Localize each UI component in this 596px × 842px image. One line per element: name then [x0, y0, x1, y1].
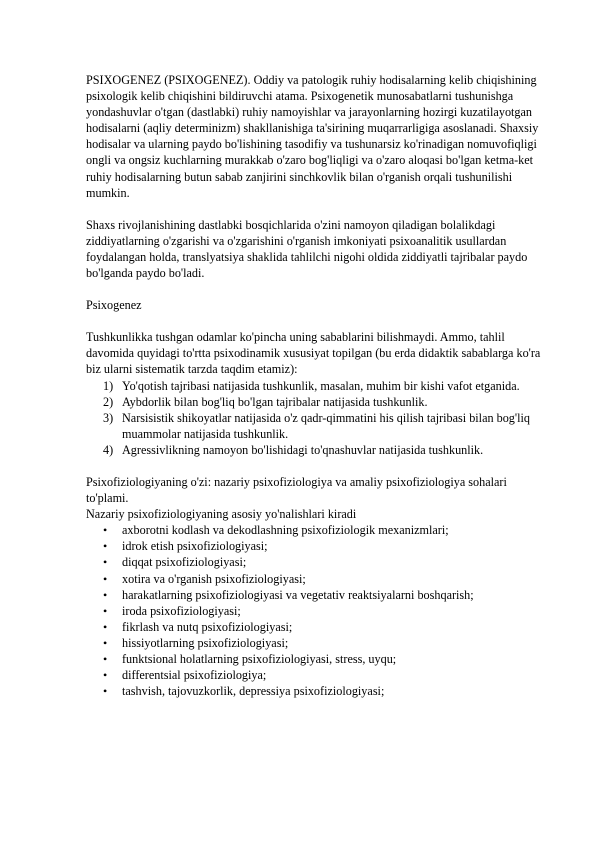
list-item	[86, 394, 552, 410]
list-item	[86, 619, 552, 635]
list-item	[86, 667, 552, 683]
bullet-list	[86, 522, 552, 699]
paragraph-gap	[86, 201, 552, 217]
list-item-text: Narsisistik shikoyatlar natijasida o'z qadr-qimmatini his qilish tajribasi bilan bog'liq muammolar natijasida tushkunlik.	[122, 410, 530, 441]
list-item-text: axborotni kodlash va dekodlashning psixofiziologik mexanizmlari;	[122, 523, 449, 538]
list-item-text: iroda psixofiziologiyasi;	[122, 603, 241, 618]
bullet-icon: •	[103, 684, 108, 699]
list-item-text: idrok etish psixofiziologiyasi;	[122, 539, 268, 554]
bullet-icon: •	[103, 587, 108, 602]
list-item-text: fikrlash va nutq psixofiziologiyasi;	[122, 619, 293, 634]
bullet-icon: •	[103, 523, 108, 538]
list-number: 2)	[103, 394, 114, 409]
list-item-text: Yo'qotish tajribasi natijasida tushkunlik, masalan, muhim bir kishi vafot etganida.	[122, 378, 520, 393]
list-item-text: Agressivlikning namoyon bo'lishidagi to'qnashuvlar natijasida tushkunlik.	[122, 442, 484, 457]
list-item	[86, 410, 552, 442]
list-item-text: differentsial psixofiziologiya;	[122, 668, 267, 683]
list-item	[86, 587, 552, 603]
list-item	[86, 683, 552, 699]
list-number: 3)	[103, 410, 114, 425]
bullet-icon: •	[103, 539, 108, 554]
bullet-icon: •	[103, 571, 108, 586]
numbered-list	[86, 378, 552, 458]
list-item-text: tashvish, tajovuzkorlik, depressiya psixofiziologiyasi;	[122, 684, 385, 699]
list-item-text: xotira va o'rganish psixofiziologiyasi;	[122, 571, 306, 586]
list-item-text: Aybdorlik bilan bog'liq bo'lgan tajribalar natijasida tushkunlik.	[122, 394, 428, 409]
bullet-icon: •	[103, 603, 108, 618]
list-number: 1)	[103, 378, 114, 393]
paragraph-gap	[86, 458, 552, 474]
bullet-icon: •	[103, 555, 108, 570]
paragraph-gap	[86, 313, 552, 329]
list-item-text: diqqat psixofiziologiyasi;	[122, 555, 247, 570]
list-item	[86, 651, 552, 667]
list-item	[86, 442, 552, 458]
bullet-icon: •	[103, 635, 108, 650]
section-heading: Psixogenez	[86, 298, 142, 313]
list-item	[86, 635, 552, 651]
list-item-text: funktsional holatlarning psixofiziologiyasi, stress, uyqu;	[122, 652, 397, 666]
bullet-icon: •	[103, 668, 108, 683]
list-item	[86, 571, 552, 587]
document-page	[86, 72, 552, 699]
list-item	[86, 538, 552, 554]
list-item	[86, 554, 552, 570]
list-number: 4)	[103, 442, 114, 457]
second-paragraph: Shaxs rivojlanishining dastlabki bosqichlarida o'zini namoyon qiladigan bolalikdagi ziddiyatlarning o'zgarishi va o'zgarishini o'rganish imkoniyati psixoanalitik usullardan foydalangan holda, translyatsiya shaklida tahlilchi nigohi oldida ziddiyatli tajribalar paydo bo'lganda paydo bo'ladi.	[86, 217, 528, 281]
bullet-icon: •	[103, 619, 108, 634]
list-item	[86, 522, 552, 538]
list-item	[86, 603, 552, 619]
fourth-paragraph: Psixofiziologiyaning o'zi: nazariy psixofiziologiya va amaliy psixofiziologiya sohalari to'plami.	[86, 474, 507, 506]
bullet-icon: •	[103, 652, 108, 666]
intro-paragraph: PSIXOGENEZ (PSIXOGENEZ). Oddiy va patologik ruhiy hodisalarning kelib chiqishining psixologik kelib chiqishini bildiruvchi atama. Psixogenetik munosabatlarni tushunishga yondashuvlar o'tgan (dastlabki) ruhiy namoyishlar va jarayonlarning hozirgi kuzatilayotgan hodisalarni (aqliy determinizm) shakllanishiga ta'sirining muqarrarligiga asoslanadi. Shaxsiy hodisalar va ularning paydo bo'lishining tasodifiy va tushunarsiz ko'rinadigan nomuvofiqligi ongli va ongsiz kuchlarning murakkab o'zaro bog'liqligi va o'zaro aloqasi bo'lgan ketma-ket ruhiy hodisalarning butun sabab zanjirini sinchkovlik bilan o'rganish orqali tushunilishi mumkin.	[86, 73, 539, 200]
list-item-text: harakatlarning psixofiziologiyasi va vegetativ reaktsiyalarni boshqarish;	[122, 587, 474, 602]
fifth-paragraph: Nazariy psixofiziologiyaning asosiy yo'nalishlari kiradi	[86, 507, 357, 522]
list-item	[86, 378, 552, 394]
third-paragraph: Tushkunlikka tushgan odamlar ko'pincha uning sabablarini bilishmaydi. Ammo, tahlil davomida quyidagi to'rtta psixodinamik xususiyat topilgan (bu erda didaktik sabablarga ko'ra biz ularni sistematik tarzda taqdim etamiz):	[86, 330, 541, 377]
paragraph-gap	[86, 281, 552, 297]
list-item-text: hissiyotlarning psixofiziologiyasi;	[122, 635, 289, 650]
